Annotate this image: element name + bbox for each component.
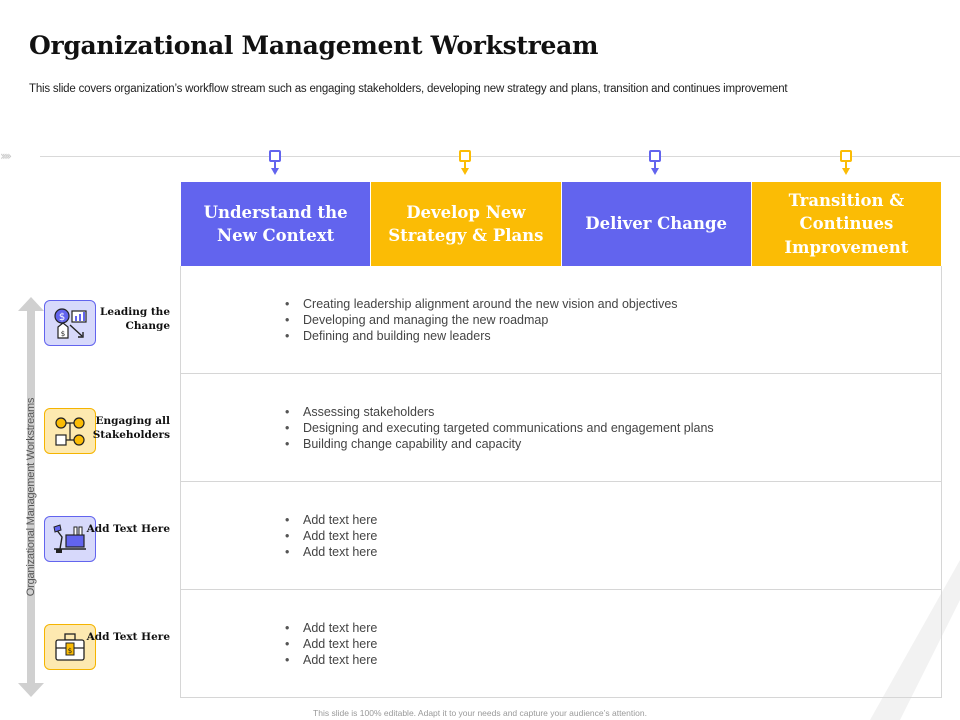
list-item: • Add text here — [285, 636, 377, 652]
bullet-list — [285, 620, 377, 668]
list-item: • Designing and executing targeted communications and engagement plans — [285, 420, 714, 436]
row-label: Leading the Change — [100, 306, 170, 332]
column-header: Develop New Strategy & Plans — [371, 182, 561, 266]
page-title: Organizational Management Workstream — [29, 31, 599, 60]
timeline-chevrons: ››››› — [0, 149, 9, 163]
marker-pin-icon — [840, 150, 852, 176]
list-item: • Creating leadership alignment around the new vision and objectives — [285, 296, 678, 312]
page-subtitle: This slide covers organization’s workflow stream such as engaging stakeholders, developing new strategy and plans, transition and continues improvement — [29, 83, 788, 95]
grid-row — [181, 266, 941, 374]
list-item: • Add text here — [285, 544, 377, 560]
svg-text:$: $ — [67, 647, 73, 655]
svg-text:$: $ — [60, 330, 66, 338]
list-item: • Add text here — [285, 620, 377, 636]
timeline-line — [40, 156, 960, 157]
column-header: Understand the New Context — [181, 182, 371, 266]
bullet-list — [285, 512, 377, 560]
list-item: • Assessing stakeholders — [285, 404, 714, 420]
marker-pin-icon — [649, 150, 661, 176]
workstream-grid — [180, 266, 942, 698]
list-item: • Add text here — [285, 652, 377, 668]
marker-pin-icon — [459, 150, 471, 176]
footer-note: This slide is 100% editable. Adapt it to your needs and capture your audience’s attention. — [313, 708, 647, 718]
row-label: Engaging all Stakeholders — [92, 415, 170, 441]
bullet-list — [285, 296, 678, 344]
list-item: • Defining and building new leaders — [285, 328, 678, 344]
grid-row — [181, 589, 941, 697]
column-header-row — [181, 182, 941, 266]
grid-row — [181, 481, 941, 589]
grid-row — [181, 373, 941, 481]
list-item: • Developing and managing the new roadmap — [285, 312, 678, 328]
column-header: Deliver Change — [562, 182, 752, 266]
list-item: • Add text here — [285, 512, 377, 528]
column-header: Transition & Continues Improvement — [752, 182, 941, 266]
marker-pin-icon — [269, 150, 281, 176]
list-item: • Add text here — [285, 528, 377, 544]
list-item: • Building change capability and capacity — [285, 436, 714, 452]
bullet-list — [285, 404, 714, 452]
svg-text:$: $ — [58, 312, 66, 323]
row-label: Add Text Here — [86, 523, 170, 535]
axis-label: Organizational Management Workstreams — [25, 397, 37, 597]
row-label: Add Text Here — [86, 631, 170, 643]
